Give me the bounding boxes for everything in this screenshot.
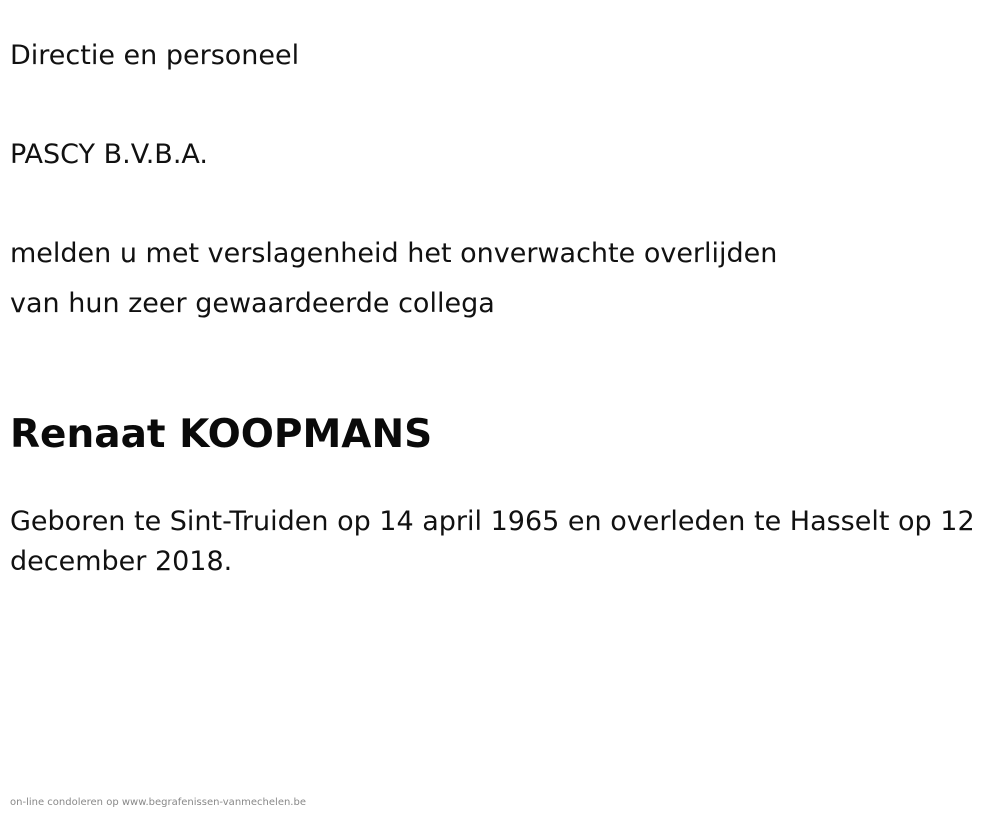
message-line-2: van hun zeer gewaardeerde collega <box>10 288 495 319</box>
birth-death-info: Geboren te Sint-Truiden op 14 april 1965 en overleden te Hasselt op 12 december 2018. <box>10 506 975 577</box>
deceased-name: Renaat KOOPMANS <box>10 412 433 457</box>
message-line-1: melden u met verslagenheid het onverwachte overlijden <box>10 238 778 269</box>
sender-line: Directie en personeel <box>10 40 300 71</box>
footer-condolence-link[interactable]: on-line condoleren op www.begrafenissen-vanmechelen.be <box>10 797 306 808</box>
company-name: PASCY B.V.B.A. <box>10 139 208 170</box>
